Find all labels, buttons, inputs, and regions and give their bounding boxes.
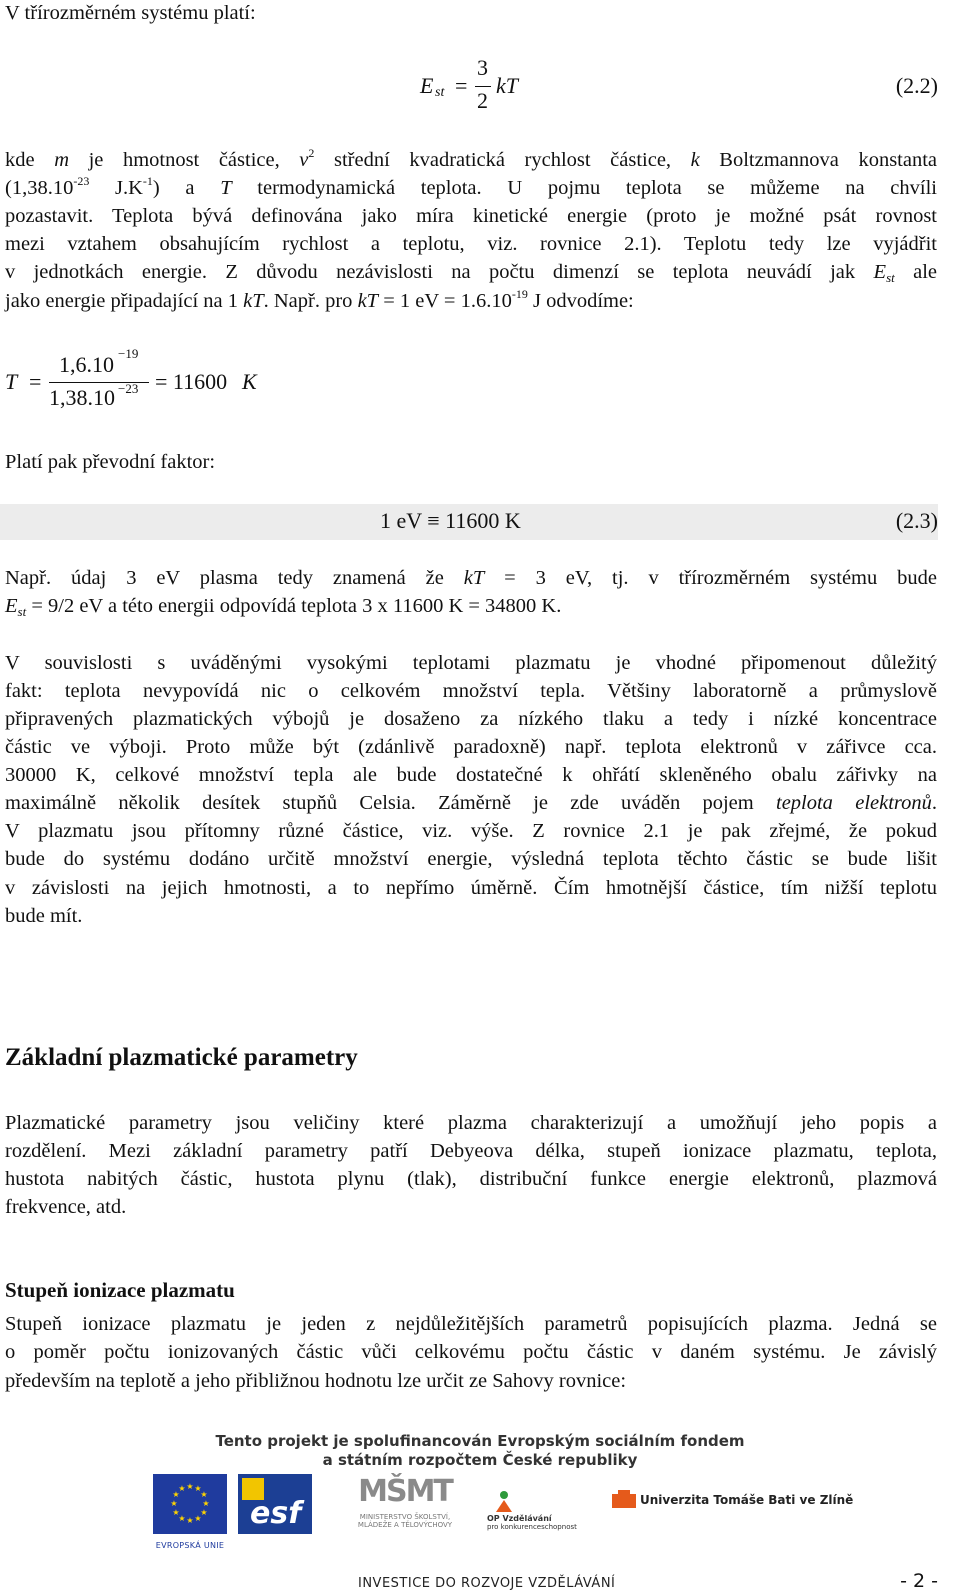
p4-line10: bude mít. xyxy=(5,905,83,927)
p4-line5: 30000 K, celkové množství tepla ale bude dostatečné k ohřátí skleněného obalu zářivky na xyxy=(5,764,937,786)
svg-text:★: ★ xyxy=(200,1508,208,1517)
eqT-result: = 11600 xyxy=(155,369,228,394)
msmt-line1: MINISTERSTVO ŠKOLSTVÍ, xyxy=(359,1513,451,1521)
eq-equals: = xyxy=(455,73,468,98)
eq-lhs-var: E xyxy=(420,73,434,98)
equation-temperature xyxy=(5,348,265,418)
op-logo xyxy=(487,1490,577,1550)
msmt-mark: MŠMT xyxy=(358,1474,452,1509)
section-heading: Základní plazmatické parametry xyxy=(5,1044,358,1071)
p1-line6: jako energie připadající na 1 kT. Např. pro kT = 1 eV = $1.6.10^{-19}$ J odvodíme: xyxy=(5,287,634,312)
funding-line2: a státním rozpočtem České republiky xyxy=(322,1451,638,1469)
p1-line4: mezi vztahem obsahujícím rychlost a teplotu, viz. rovnice 2.1). Teplotu tedy lze vyjádřit xyxy=(5,233,937,255)
eq-label-2-2: (2.2) xyxy=(895,73,938,98)
eqT-numerator: 1,6.10 xyxy=(59,352,114,377)
svg-text:★: ★ xyxy=(170,1499,178,1508)
p4-line6: maximálně několik desítek stupňů Celsia. Záměrně je zde uváděn pojem teplota elektronů. xyxy=(5,792,937,814)
p1-line5: v jednotkách energie. Z důvodu nezávislosti na počtu dimenzí se teplota neuvádí jak $E_{st}$ ale xyxy=(5,261,937,285)
p4-line2: fakt: teplota nevypovídá nic o celkovém množství tepla. Většiny laboratorně a průmyslově xyxy=(5,680,937,702)
subsection-heading: Stupeň ionizace plazmatu xyxy=(5,1278,235,1302)
p4-line9: v závislosti na jejich hmotnosti, a to nepřímo úměrně. Čím hmotnější částice, tím nižší teplotu xyxy=(5,877,937,899)
eqT-var: T xyxy=(5,369,18,394)
p6-line1: Stupeň ionizace plazmatu je jeden z nejdůležitějších parametrů popisujících plazma. Jedná se xyxy=(5,1313,937,1335)
p2-text: Platí pak převodní faktor: xyxy=(5,451,216,473)
p5-line4: frekvence, atd. xyxy=(5,1196,127,1218)
svg-text:★: ★ xyxy=(194,1484,202,1493)
eu-logo xyxy=(153,1474,227,1548)
p1-line3: pozastavit. Teplota bývá definována jako míra kinetické energie (proto je možné psát rovnost xyxy=(5,205,937,227)
eq-denominator: 2 xyxy=(477,88,488,113)
fraction-bar xyxy=(475,86,491,87)
op-line1: OP Vzdělávání xyxy=(487,1514,552,1523)
p3-line2: $E_{st} = 9/2$ eV a této energii odpovídá teplota 3 x 11600 K = 34800 K. xyxy=(5,595,562,619)
eqT-equals: = xyxy=(29,369,42,394)
eqT-num-exp: −19 xyxy=(118,346,139,361)
svg-text:★: ★ xyxy=(186,1482,194,1491)
p1-line1: kde m je hmotnost částice, $v^2$ střední kvadratická rychlost částice, k Boltzmannova konstanta xyxy=(5,146,938,171)
svg-text:★: ★ xyxy=(172,1508,180,1517)
svg-text:★: ★ xyxy=(202,1499,210,1508)
svg-text:★: ★ xyxy=(172,1490,180,1499)
msmt-line2: MLÁDEŽE A TĚLOVÝCHOVY xyxy=(357,1521,453,1529)
op-line2: pro konkurenceschopnost xyxy=(487,1523,577,1531)
footer-slogan: INVESTICE DO ROZVOJE VZDĚLÁVÁNÍ xyxy=(358,1576,616,1591)
svg-text:★: ★ xyxy=(186,1516,194,1525)
utb-name: Univerzita Tomáše Bati ve Zlíně xyxy=(640,1493,854,1507)
eq-rhs: kT xyxy=(496,73,518,98)
op-figure-icon xyxy=(493,1490,515,1514)
eq-label-2-3: (2.3) xyxy=(895,508,938,533)
svg-text:★: ★ xyxy=(194,1514,202,1523)
eu-flag-icon xyxy=(153,1474,227,1534)
p3-line1: Např. údaj 3 eV plasma tedy znamená že kT = 3 eV, tj. v třírozměrném systému bude xyxy=(5,567,937,589)
p5-line2: rozdělení. Mezi základní parametry patří Debyeova délka, stupeň ionizace plazmatu, teplota, xyxy=(5,1140,937,1162)
svg-text:★: ★ xyxy=(200,1490,208,1499)
p4-line3: připravených plazmatických výbojů je dosaženo za nízkého tlaku a tedy i nízké koncentrace xyxy=(5,708,937,730)
p4-line8: bude do systému dodáno určitě množství energie, výsledná teplota těchto částic se bude lišit xyxy=(5,848,937,870)
p5-line1: Plazmatické parametry jsou veličiny které plazma charakterizují a umožňují jeho popis a xyxy=(5,1112,937,1134)
eqT-unit: K xyxy=(242,369,257,394)
svg-text:★: ★ xyxy=(178,1514,186,1523)
esf-text: esf xyxy=(250,1496,302,1531)
p1-line2: ($1,38.10^{-23}$ $J.K^{-1}$) a T termodynamická teplota. U pojmu teplota se můžeme na chvíli xyxy=(5,174,937,199)
p4-line7: V plazmatu jsou přítomny různé částice, viz. výše. Z rovnice 2.1 je pak zřejmé, že pokud xyxy=(5,820,937,842)
p4-line1: V souvislosti s uváděnými vysokými teplotami plazmatu je vhodné připomenout důležitý xyxy=(5,652,937,674)
utb-emblem-icon xyxy=(612,1490,636,1512)
eqT-den-exp: −23 xyxy=(118,381,139,396)
eq-numerator: 3 xyxy=(477,55,488,80)
utb-logo xyxy=(612,1490,854,1514)
esf-logo xyxy=(238,1474,312,1534)
equation-2-2 xyxy=(420,55,530,125)
svg-text:★: ★ xyxy=(178,1484,186,1493)
p6-line2: o poměr počtu ionizovaných částic vůči celkovému počtu částic v daném systému. Je závislý xyxy=(5,1341,937,1363)
p5-line3: hustota nabitých částic, hustota plynu (tlak), distribuční funkce energie elektronů, plazmová xyxy=(5,1168,937,1190)
eq-lhs-sub: st xyxy=(435,85,445,100)
funding-line1: Tento projekt je spolufinancován Evropským sociálním fondem xyxy=(215,1432,745,1450)
eu-label: EVROPSKÁ UNIE xyxy=(155,1541,225,1550)
msmt-logo xyxy=(355,1474,455,1554)
eqT-denominator: 1,38.10 xyxy=(49,385,115,410)
p4-line4: částic ve výboji. Proto může být (zdánlivě paradoxně) např. teplota elektronů v zářivce cca. xyxy=(5,736,937,758)
page-number: - 2 - xyxy=(900,1570,938,1592)
equation-2-3: 1 eV ≡ 11600 K xyxy=(380,508,521,533)
intro-text: V třírozměrném systému platí: xyxy=(5,2,256,24)
p6-line3: především na teplotě a jeho přibližnou hodnotu lze určit ze Sahovy rovnice: xyxy=(5,1370,627,1392)
